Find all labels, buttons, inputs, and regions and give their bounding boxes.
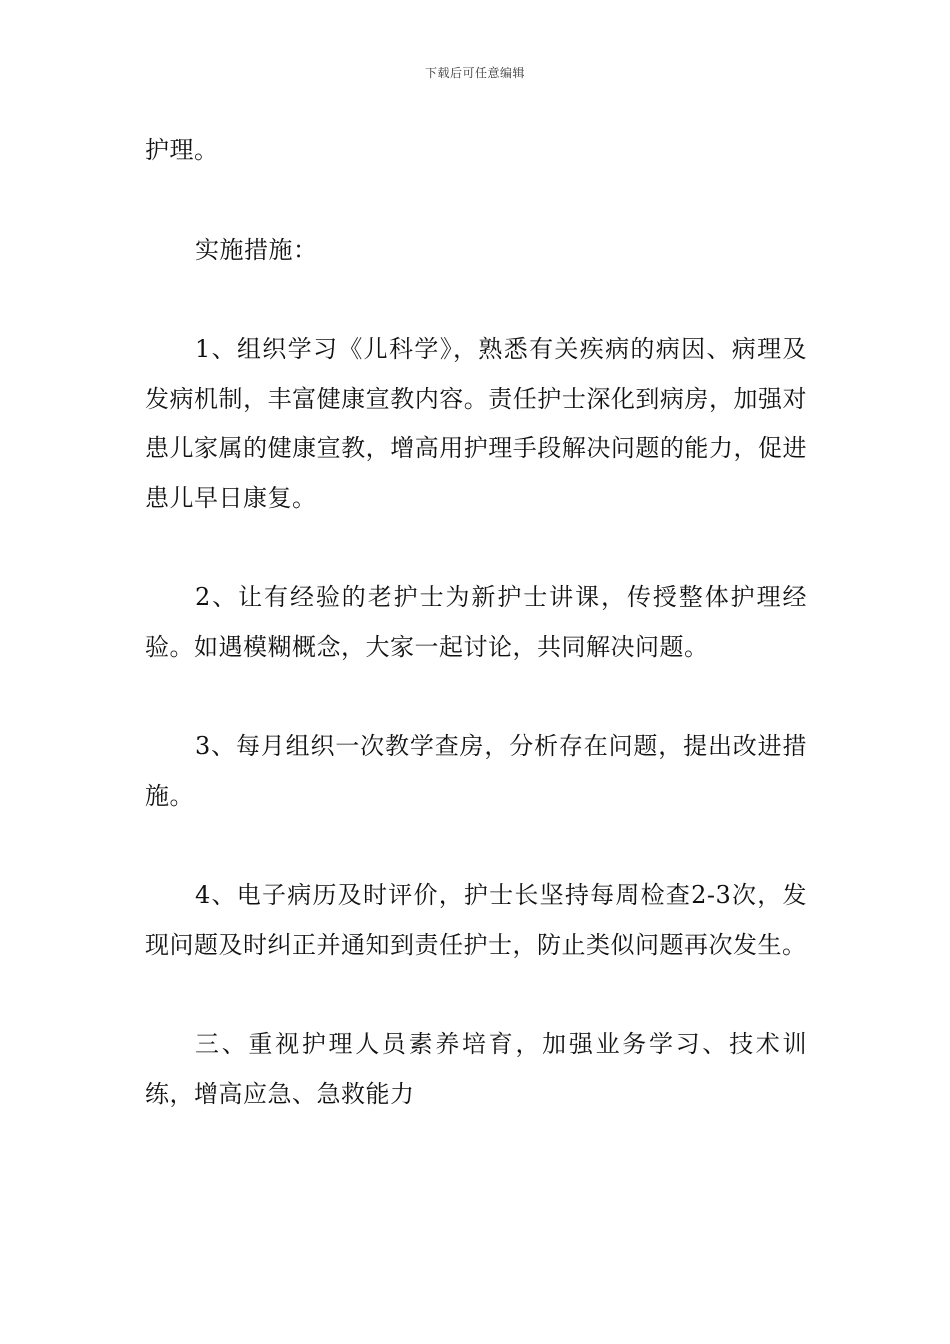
paragraph-item-2: 2、让有经验的老护士为新护士讲课，传授整体护理经验。如遇模糊概念，大家一起讨论，共同解决问题。 bbox=[145, 583, 807, 661]
paragraph-item-3: 3、每月组织一次教学查房，分析存在问题，提出改进措施。 bbox=[145, 732, 807, 810]
paragraph-item-1: 1、组织学习《儿科学》，熟悉有关疾病的病因、病理及发病机制，丰富健康宣教内容。责任护士深化到病房，加强对患儿家属的健康宣教，增高用护理手段解决问题的能力，促进患儿早日康复。 bbox=[145, 335, 807, 512]
paragraph-continuation: 护理。 bbox=[145, 136, 219, 164]
paragraph-measures-heading: 实施措施： bbox=[195, 235, 318, 264]
page-header: 下载后可任意编辑 bbox=[424, 66, 525, 80]
document-body bbox=[145, 126, 807, 1169]
paragraph-section-3-heading: 三、重视护理人员素养培育，加强业务学习、技术训练，增高应急、急救能力 bbox=[145, 1030, 807, 1108]
paragraph-item-4: 4、电子病历及时评价，护士长坚持每周检查2-3次，发现问题及时纠正并通知到责任护士，防止类似问题再次发生。 bbox=[145, 881, 807, 959]
